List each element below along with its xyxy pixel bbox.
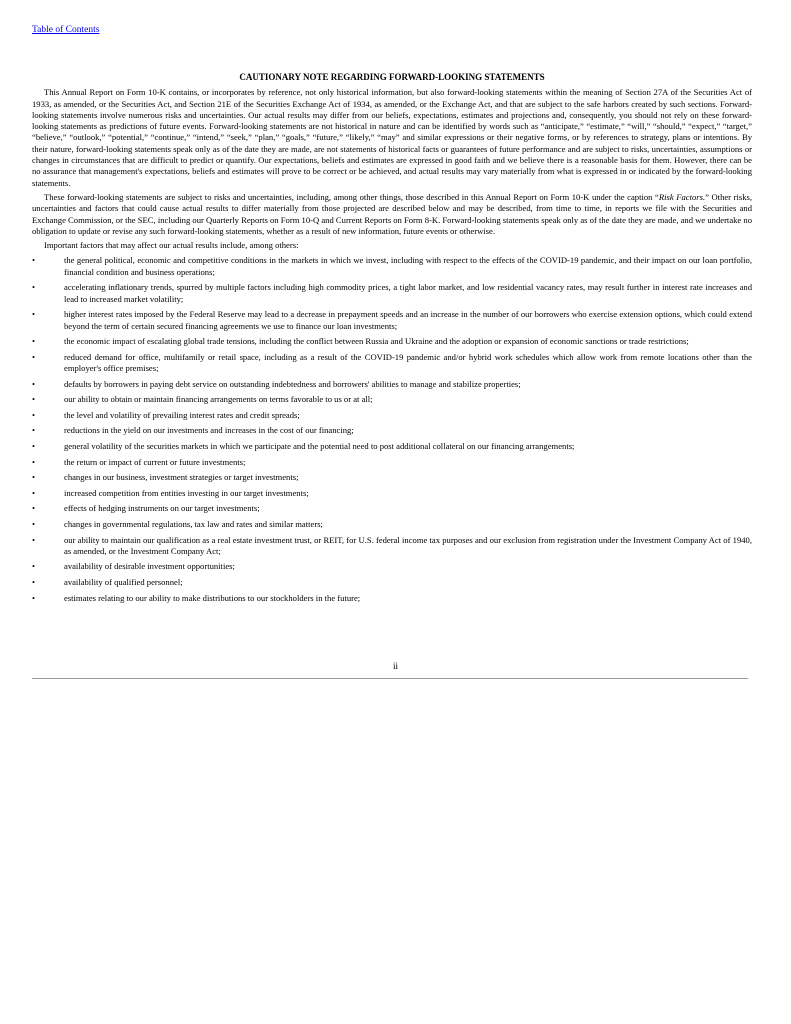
list-item [32, 394, 752, 405]
section-heading: CAUTIONARY NOTE REGARDING FORWARD-LOOKING STATEMENTS [239, 72, 545, 82]
table-of-contents-link[interactable]: Table of Contents [32, 25, 100, 35]
list-item [32, 282, 752, 305]
list-item-text: effects of hedging instruments on our target investments; [64, 503, 260, 514]
list-item-text: higher interest rates imposed by the Federal Reserve may lead to a decrease in prepayment speeds and an increase in the number of our borrowers who exercise extension options, which could extend beyond the term of certain secured financing agreements we use to finance our loan investments; [64, 309, 752, 331]
risk-factors-caption: Risk Factors. [658, 191, 706, 202]
list-item [32, 457, 752, 468]
list-item-text: increased competition from entities investing in our target investments; [64, 487, 309, 498]
list-item-text: reduced demand for office, multifamily or retail space, including as a result of the COVID-19 pandemic and/or hybrid work schedules which allow work from remote locations other than the employer's office premises; [64, 351, 752, 374]
risk-paragraph-text-start: These forward-looking statements are subject to risks and uncertainties, including, among other things, those described in this Annual Report on Form 10-K under the caption “ [44, 191, 659, 202]
list-item-text: the economic impact of escalating global trade tensions, including the conflict between Russia and Ukraine and the adoption or expansion of economic sanctions or trade restrictions; [64, 336, 689, 347]
document-body [32, 72, 752, 608]
list-item-text: estimates relating to our ability to make distributions to our stockholders in the future; [64, 592, 361, 603]
bullet-icon: • [32, 518, 36, 529]
list-item [32, 593, 752, 604]
factors-intro: Important factors that may affect our actual results include, among others: [44, 240, 299, 251]
list-item [32, 519, 752, 530]
bullet-icon: • [32, 561, 36, 572]
list-item-text: changes in governmental regulations, tax law and rates and similar matters; [64, 518, 323, 529]
bullet-icon: • [32, 534, 36, 545]
risk-paragraph [32, 192, 752, 237]
list-item-text: availability of qualified personnel; [64, 577, 183, 588]
list-item-text: the return or impact of current or future investments; [64, 456, 246, 467]
list-item [32, 577, 752, 588]
page-number: ii [392, 661, 398, 671]
bullet-icon: • [32, 425, 36, 436]
page-divider [32, 678, 748, 679]
intro-paragraph: This Annual Report on Form 10-K contains, or incorporates by reference, not only historical information, but also forward-looking statements within the meaning of Section 27A of the Securities Act of 1933, as amended, or the Securities Act, and Section 21E of the Securities Exchange Act of 1934, as amended, or the Exchange Act, and that are subject to the safe harbors created by such sections. Forward-looking statements involve numerous risks and uncertainties. Our actual results may differ from our beliefs, expectations, estimates and projections and, consequently, you should not rely on these forward-looking statements as predictions of future events. Forward-looking statements are not historical in nature and can be identified by words such as “anticipate,” “estimate,” “will,” “should,” “expect,” “target,” “believe,” “outlook,” “potential,” “continue,” “intend,” “seek,” “plan,” “goals,” “future,” “likely,” “may” and similar expressions or their negative forms, or by references to strategy, plans or intentions. By their nature, forward-looking statements speak only as of the date they are made, are not statements of historical facts or guarantees of future performance and are subject to risks, uncertainties, assumptions or changes in circumstances that are difficult to predict or quantify. Our expectations, beliefs and estimates are expressed in good faith and we believe there is a reasonable basis for them. However, there can be no assurance that management's expectations, beliefs and estimates will prove to be correct or be achieved, and actual results may vary materially from what is expressed in or indicated by the forward-looking statements. [32, 87, 752, 188]
bullet-icon: • [32, 336, 36, 347]
list-item [32, 488, 752, 499]
list-item-text: reductions in the yield on our investments and increases in the cost of our financing; [64, 425, 354, 436]
bullet-icon: • [32, 456, 36, 467]
list-item [32, 255, 752, 278]
list-item-text: changes in our business, investment strategies or target investments; [64, 472, 299, 483]
risk-paragraph-text-end: ” Other risks, uncertainties and factors that could cause actual results to differ materially from those projected are described below and may be described, from time to time, in reports we file with the Securities and Exchange Commission, or the SEC, including our Quarterly Reports on Form 10-Q and Current Reports on Form 8-K. Forward-looking statements speak only as of the date they are made, and we undertake no obligation to update or revise any such forward-looking statements, whether as a result of new information, future events or otherwise. [32, 191, 752, 236]
list-item-text: general volatility of the securities markets in which we participate and the potential need to post additional collateral on our financing arrangements; [64, 440, 575, 451]
factors-list [32, 255, 752, 603]
list-item [32, 535, 752, 558]
bullet-icon: • [32, 378, 36, 389]
list-item-text: the level and volatility of prevailing interest rates and credit spreads; [64, 409, 300, 420]
list-item [32, 425, 752, 436]
list-item-text: our ability to maintain our qualification as a real estate investment trust, or REIT, for U.S. federal income tax purposes and our exclusion from registration under the Investment Company Act of 1940, as amended, or the Investment Company Act; [64, 534, 752, 556]
list-item [32, 410, 752, 421]
list-item-text: defaults by borrowers in paying debt service on outstanding indebtedness and borrowers' abilities to manage and stabilize properties; [64, 378, 521, 389]
list-item-text: availability of desirable investment opportunities; [64, 561, 235, 572]
bullet-icon: • [32, 440, 36, 451]
bullet-icon: • [32, 409, 36, 420]
bullet-icon: • [32, 487, 36, 498]
bullet-icon: • [32, 309, 36, 320]
bullet-icon: • [32, 472, 36, 483]
list-item [32, 352, 752, 375]
list-item [32, 561, 752, 572]
list-item-text: our ability to obtain or maintain financing arrangements on terms favorable to us or at all; [64, 394, 373, 405]
bullet-icon: • [32, 282, 36, 293]
list-item [32, 441, 752, 452]
bullet-icon: • [32, 592, 36, 603]
bullet-icon: • [32, 351, 36, 362]
list-item [32, 379, 752, 390]
list-item-text: the general political, economic and competitive conditions in the markets in which we invest, including with respect to the effects of the COVID-19 pandemic, and their impact on our loan portfolio, financial condition and business operations; [64, 255, 752, 277]
bullet-icon: • [32, 394, 36, 405]
list-item [32, 336, 752, 347]
list-item [32, 472, 752, 483]
list-item-text: accelerating inflationary trends, spurred by multiple factors including high commodity prices, a tight labor market, and low residential vacancy rates, may result further in interest rate increases and lead to increased market volatility; [64, 282, 752, 304]
bullet-icon: • [32, 503, 36, 514]
list-item [32, 503, 752, 514]
list-item [32, 309, 752, 332]
bullet-icon: • [32, 577, 36, 588]
bullet-icon: • [32, 255, 36, 266]
